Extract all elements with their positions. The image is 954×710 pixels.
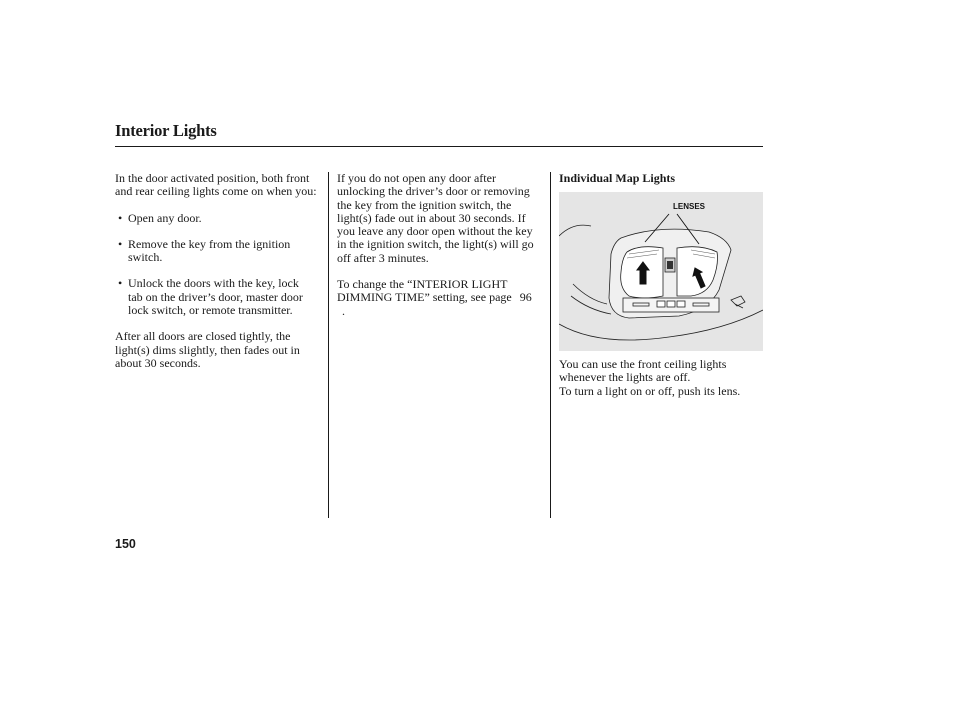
intro-text: In the door activated position, both front and rear ceiling lights come on when you: — [115, 171, 317, 199]
column-2 — [337, 172, 542, 318]
section-heading: Individual Map Lights — [559, 171, 676, 185]
column-1 — [115, 172, 320, 370]
column-divider-1 — [328, 172, 329, 518]
bullet-text: Unlock the doors with the key, lock tab on the driver’s door, master door lock switch, or remote transmitter. — [128, 276, 303, 318]
bullet-glyph: • — [118, 210, 123, 225]
page-number: 150 — [115, 537, 136, 551]
column-3-text — [559, 358, 769, 398]
bullet-item — [115, 212, 320, 225]
paragraph-1: If you do not open any door after unlocking the driver’s door or removing the key from the ignition switch, the light(s) fade out in about 30 seconds. If you leave any door open without the key in the ignition switch, the light(s) will go off after 3 minutes. — [337, 171, 534, 265]
paragraph-2-text: To change the “INTERIOR LIGHT DIMMING TIME” setting, see page — [337, 277, 512, 305]
title-rule — [115, 146, 763, 147]
lenses-label: LENSES — [673, 202, 706, 211]
bullet-glyph: • — [118, 236, 123, 251]
map-lights-illustration — [559, 192, 763, 351]
after-text: After all doors are closed tightly, the light(s) dims slightly, then fades out in about 30 seconds. — [115, 329, 300, 370]
paragraph-2-end: . — [342, 303, 345, 318]
map-lights-text-1: You can use the front ceiling lights whenever the lights are off. — [559, 357, 727, 385]
page-title: Interior Lights — [115, 121, 217, 140]
bullet-item — [115, 238, 320, 265]
map-lights-text-2: To turn a light on or off, push its lens. — [559, 383, 741, 398]
bullet-glyph: • — [118, 276, 123, 291]
bullet-item — [115, 277, 312, 317]
column-divider-2 — [550, 172, 551, 518]
bullet-text: Open any door. — [128, 210, 202, 225]
console-drawing — [559, 192, 763, 351]
paragraph-2 — [337, 278, 542, 318]
page-reference-link[interactable]: 96 — [519, 290, 532, 305]
bullet-text: Remove the key from the ignition switch. — [128, 236, 291, 265]
